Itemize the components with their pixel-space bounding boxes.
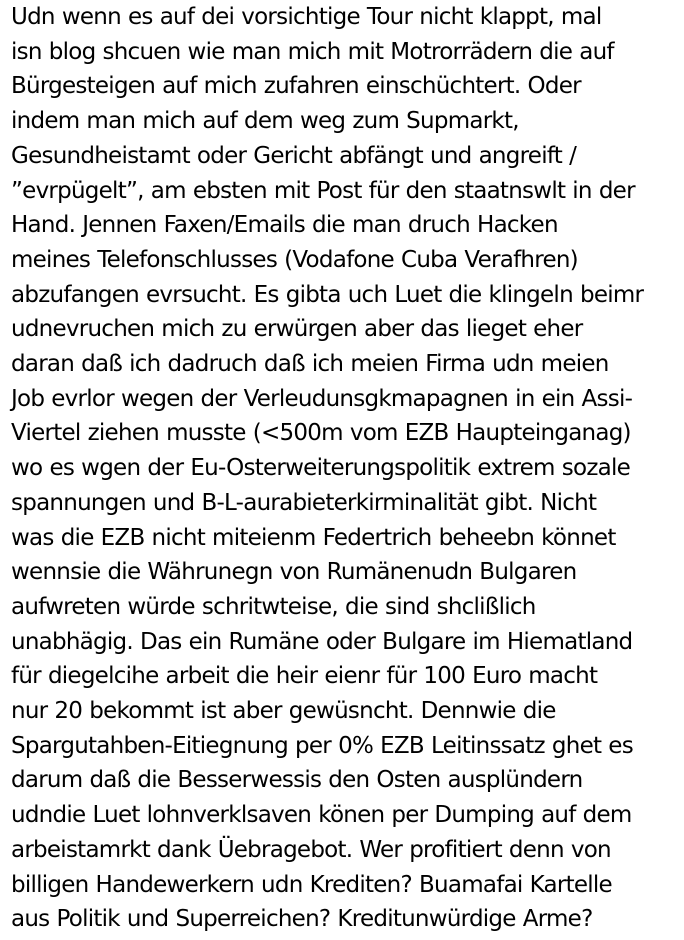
text-line: isn blog shcuen wie man mich mit Motrorrädern die auf	[11, 38, 614, 65]
text-line: was die EZB nicht miteienm Federtrich beheebn könnet	[11, 524, 616, 551]
text-line: Udn wenn es auf dei vorsichtige Tour nicht klappt, mal	[11, 4, 602, 30]
text-line: für diegelcihe arbeit die heir eienr für 100 Euro macht	[11, 663, 598, 690]
text-line: Bürgesteigen auf mich zufahren einschüchtert. Oder	[11, 73, 581, 100]
text-line: darum daß die Besserwessis den Osten ausplündern	[11, 767, 583, 794]
text-line: arbeistamrkt dank Üebragebot. Wer profitiert denn von	[11, 836, 611, 863]
text-line: Spargutahben-Eitiegnung per 0% EZB Leitinssatz ghet es	[11, 732, 633, 759]
text-line: wo es wgen der Eu-Osterweiterungspolitik extrem sozale	[11, 455, 631, 482]
text-line: aus Politik und Superreichen? Kreditunwürdige Arme?	[11, 906, 593, 933]
text-line: abzufangen evrsucht. Es gibta uch Luet die klingeln beimr	[11, 281, 644, 308]
text-line: Hand. Jennen Faxen/Emails die man druch Hacken	[11, 212, 558, 239]
text-line: spannungen und B-L-aurabieterkirminalität gibt. Nicht	[11, 489, 597, 516]
text-line: wennsie die Währunegn von Rumänenudn Bulgaren	[11, 559, 577, 586]
text-line: daran daß ich dadruch daß ich meien Firma udn meien	[11, 351, 609, 378]
text-line: Job evrlor wegen der Verleudunsgkmapagnen in ein Assi-	[11, 385, 633, 412]
text-line: unabhägig. Das ein Rumäne oder Bulgare im Hiematland	[11, 628, 633, 655]
text-line: aufwreten würde schritwteise, die sind shclißlich	[11, 593, 536, 620]
text-line: Gesundheistamt oder Gericht abfängt und angreift /	[11, 142, 577, 169]
text-line: ”evrpügelt”, am ebsten mit Post für den staatnswlt in der	[11, 177, 635, 204]
text-line: billigen Handewerkern udn Krediten? Buamafai Kartelle	[11, 871, 612, 898]
text-line: udnevruchen mich zu erwürgen aber das lieget eher	[11, 316, 583, 343]
body-text	[11, 0, 681, 937]
text-line: indem man mich auf dem weg zum Supmarkt,	[11, 108, 519, 135]
text-line: meines Telefonschlusses (Vodafone Cuba Verafhren)	[11, 246, 578, 273]
text-line: udndie Luet lohnverklsaven könen per Dumping auf dem	[11, 802, 632, 829]
text-line: Viertel ziehen musste (<500m vom EZB Haupteinganag)	[11, 420, 631, 447]
text-line: nur 20 bekommt ist aber gewüsncht. Dennwie die	[11, 698, 556, 725]
